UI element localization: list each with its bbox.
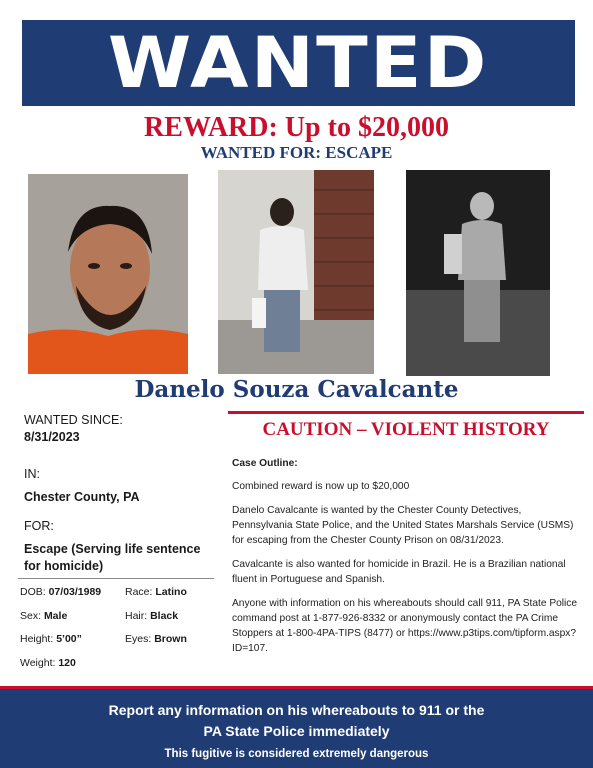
wanted-since-label: WANTED SINCE: xyxy=(24,413,123,427)
footer-line-2: PA State Police immediately xyxy=(203,723,390,739)
details-divider xyxy=(18,578,214,579)
dob-stat xyxy=(20,586,101,598)
sex-label: Sex: xyxy=(20,610,42,622)
wanted-for-text: WANTED FOR: ESCAPE xyxy=(200,143,393,162)
fugitive-name: Danelo Souza Cavalcante xyxy=(134,376,459,403)
hair-stat xyxy=(125,610,178,622)
case-paragraph: Anyone with information on his whereabouts should call 911, PA State Police command post at 1-877-926-8332 or anonymously contact the PA Crime Stoppers at 1-800-4PA-TIPS (8477) or https://www.p3tips.com/tipform.aspx?ID=107. xyxy=(232,598,578,654)
wanted-banner xyxy=(22,20,575,106)
caution-heading: CAUTION – VIOLENT HISTORY xyxy=(262,419,550,440)
night-camera-photo xyxy=(406,170,550,376)
charge-value: Escape (Serving life sentence for homicide) xyxy=(24,542,201,573)
height-stat xyxy=(20,633,82,645)
location-label: IN: xyxy=(24,467,40,481)
weight-label: Weight: xyxy=(20,657,56,669)
wanted-title: WANTED xyxy=(108,22,489,104)
mugshot-photo xyxy=(28,174,188,374)
footer-banner xyxy=(0,689,593,768)
eyes-value: Brown xyxy=(154,633,187,645)
dob-value: 07/03/1989 xyxy=(48,586,102,598)
case-outline xyxy=(232,456,584,665)
race-label: Race: xyxy=(125,586,153,598)
weight-value: 120 xyxy=(58,657,76,669)
eyes-label: Eyes: xyxy=(125,633,152,645)
height-label: Height: xyxy=(20,633,54,645)
wanted-since-value: 8/31/2023 xyxy=(24,430,80,444)
race-value: Latino xyxy=(155,586,187,598)
location-value: Chester County, PA xyxy=(24,490,140,504)
location-block xyxy=(24,466,140,506)
height-value: 5’00” xyxy=(56,633,82,645)
hair-value: Black xyxy=(150,610,179,622)
hair-label: Hair: xyxy=(125,610,148,622)
charge-block xyxy=(24,518,220,575)
race-stat xyxy=(125,586,187,598)
case-outline-heading: Case Outline: xyxy=(232,458,298,469)
eyes-stat xyxy=(125,633,187,645)
sex-value: Male xyxy=(43,610,68,622)
case-paragraph: Danelo Cavalcante is wanted by the Chester County Detectives, Pennsylvania State Police, and the United States Marshals Service (USMS) for escaping from the Chester County Prison on 08/31/2023. xyxy=(232,505,574,546)
charge-label: FOR: xyxy=(24,519,54,533)
case-paragraph: Cavalcante is also wanted for homicide in Brazil. He is a Brazilian national fluent in Portuguese and Spanish. xyxy=(232,559,566,585)
sex-stat xyxy=(20,610,67,622)
weight-stat xyxy=(20,657,76,669)
wanted-since-block xyxy=(24,412,123,446)
case-paragraph: Combined reward is now up to $20,000 xyxy=(232,481,410,492)
dob-label: DOB: xyxy=(20,586,46,598)
footer-line-1: Report any information on his whereabouts to 911 or the xyxy=(108,702,485,718)
caution-rule xyxy=(228,411,584,414)
reward-text: REWARD: Up to $20,000 xyxy=(144,112,449,143)
footer-warning: This fugitive is considered extremely dangerous xyxy=(164,748,429,760)
surveillance-photo-walking xyxy=(218,170,374,374)
